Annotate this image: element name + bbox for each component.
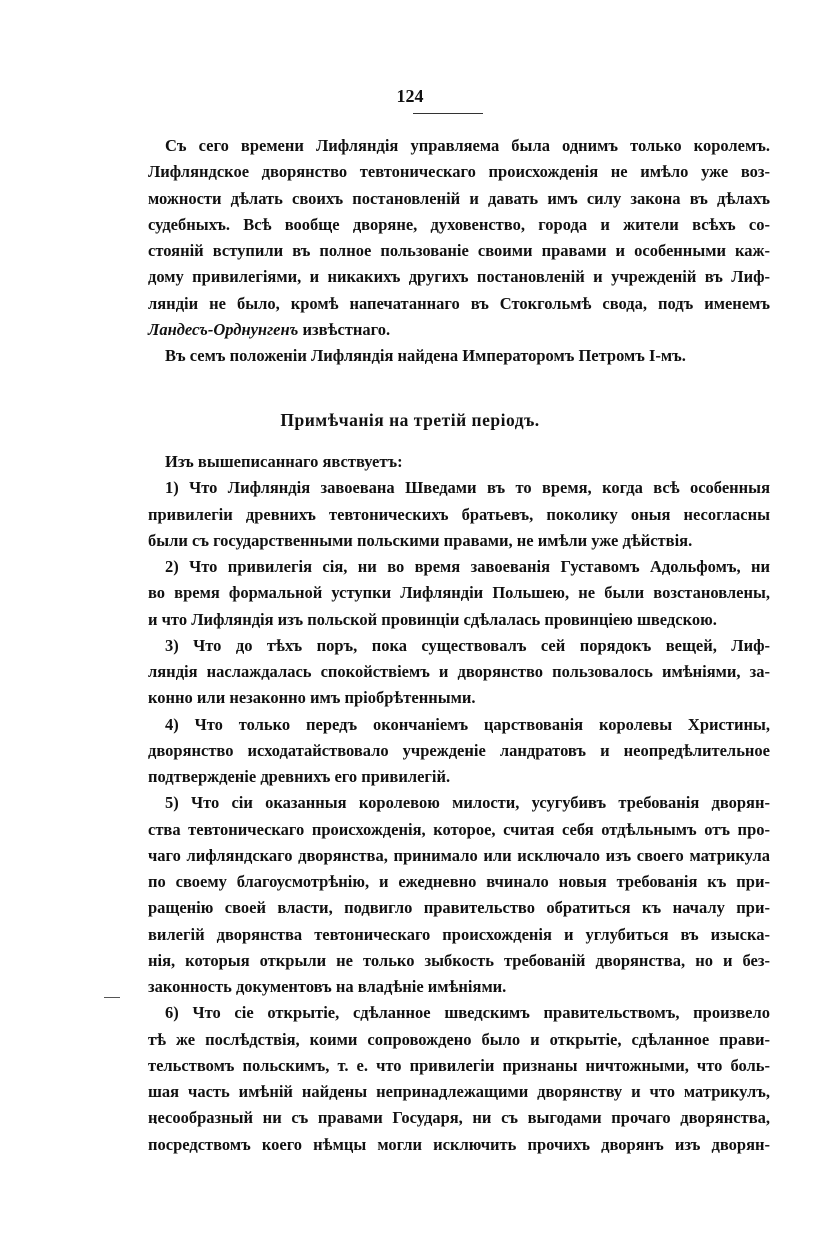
note-6-line: несообразный ни съ правами Государя, ни съ выгодами прочаго дворянства, xyxy=(148,1108,770,1128)
note-2-line: 2) Что привилегія сія, ни во время завоеванія Густавомъ Адольфомъ, ни xyxy=(165,557,770,576)
note-6-line: 6) Что сіе открытіе, сдѣланное шведскимъ правительствомъ, произвело xyxy=(165,1003,770,1023)
text-span: извѣстнаго. xyxy=(298,319,391,339)
paragraph-line: Лифляндское дворянство тевтоническаго происхожденія не имѣло уже воз- xyxy=(148,162,770,182)
paragraph-line: судебныхъ. Всѣ вообще дворяне, духовенство, города и жители всѣхъ со- xyxy=(148,214,770,234)
note-4-line: дворянство исходатайствовало учрежденіе ландратовъ и неопредѣлительное xyxy=(148,740,770,760)
paragraph-line: дому привилегіями, и никакихъ другихъ постановленій и учрежденій въ Лиф- xyxy=(148,267,770,287)
paragraph-line: ляндіи не было, кромѣ напечатаннаго въ Стокгольмѣ свода, подъ именемъ xyxy=(148,293,770,313)
note-1-line: были съ государственными польскими правами, не имѣли уже дѣйствія. xyxy=(148,530,693,550)
section-heading: Примѣчанія на третій періодъ. xyxy=(280,410,540,430)
note-3-line: конно или незаконно имъ пріобрѣтенными. xyxy=(148,688,476,708)
note-5-line: чаго лифляндскаго дворянства, принимало или исключало изъ своего матрикула xyxy=(148,845,770,865)
note-6-line: шая часть имѣній найдены непринадлежащими дворянству и что матрикулъ, xyxy=(148,1082,770,1101)
note-5-line: по своему благоусмотрѣнію, и ежедневно вчинало новыя требованія къ при- xyxy=(148,872,770,891)
margin-mark xyxy=(104,997,120,998)
page-number-rule xyxy=(413,113,483,114)
note-5-line: ращенію своей власти, подвигло правительство обратиться къ началу при- xyxy=(148,898,770,918)
intro-line: Изъ вышеписаннаго явствуетъ: xyxy=(165,452,403,471)
note-6-line: посредствомъ коего нѣмцы могли исключить прочихъ дворянъ изъ дворян- xyxy=(148,1134,770,1154)
paragraph-line xyxy=(148,320,770,340)
note-4-line: подтвержденіе древнихъ его привилегій. xyxy=(148,767,451,786)
paragraph-line: Съ сего времени Лифляндія управляема была однимъ только королемъ. xyxy=(165,136,770,155)
note-6-line: тельствомъ польскимъ, т. е. что привилегіи признаны ничтожными, что боль- xyxy=(148,1055,770,1075)
note-5-line: ства тевтоническаго происхожденія, которое, считая себя отдѣльнымъ отъ про- xyxy=(148,819,770,839)
note-3-line: ляндія наслаждалась спокойствіемъ и дворянство пользовалось имѣніями, за- xyxy=(148,662,770,681)
note-5-line: вилегій дворянства тевтоническаго происхожденія и углубиться въ изыска- xyxy=(148,924,770,944)
note-5-line: 5) Что сіи оказанныя королевою милости, усугубивъ требованія дворян- xyxy=(165,793,770,813)
note-2-line: во время формальной уступки Лифляндіи Польшею, не были возстановлены, xyxy=(148,583,770,603)
paragraph-line: можности дѣлать своихъ постановленій и давать имъ силу закона въ дѣлахъ xyxy=(148,188,770,208)
note-5-line: нія, которыя открыли не только зыбкость требованій дворянства, но и без- xyxy=(148,950,770,970)
note-4-line: 4) Что только передъ окончаніемъ царствованія королевы Христины, xyxy=(165,714,770,734)
paragraph-line: Въ семъ положеніи Лифляндія найдена Императоромъ Петромъ I-мъ. xyxy=(165,346,686,365)
paragraph-line: стояній вступили въ полное пользованіе своими правами и особенными каж- xyxy=(148,241,770,260)
note-5-line: законность документовъ на владѣніе имѣніями. xyxy=(148,977,507,996)
note-3-line: 3) Что до тѣхъ поръ, пока существовалъ сей порядокъ вещей, Лиф- xyxy=(165,635,770,655)
italic-term: Ландесъ-Орднунгенъ xyxy=(148,319,299,339)
note-1-line: 1) Что Лифляндія завоевана Шведами въ то время, когда всѣ особенныя xyxy=(165,478,770,498)
page-number: 124 xyxy=(396,86,424,106)
note-1-line: привилегіи древнихъ тевтоническихъ братьевъ, поколику оныя несогласны xyxy=(148,504,770,524)
note-6-line: тѣ же послѣдствія, коими сопровождено было и открытіе, сдѣланное прави- xyxy=(148,1029,770,1049)
note-2-line: и что Лифляндія изъ польской провинціи сдѣлалась провинціею шведскою. xyxy=(148,609,717,629)
